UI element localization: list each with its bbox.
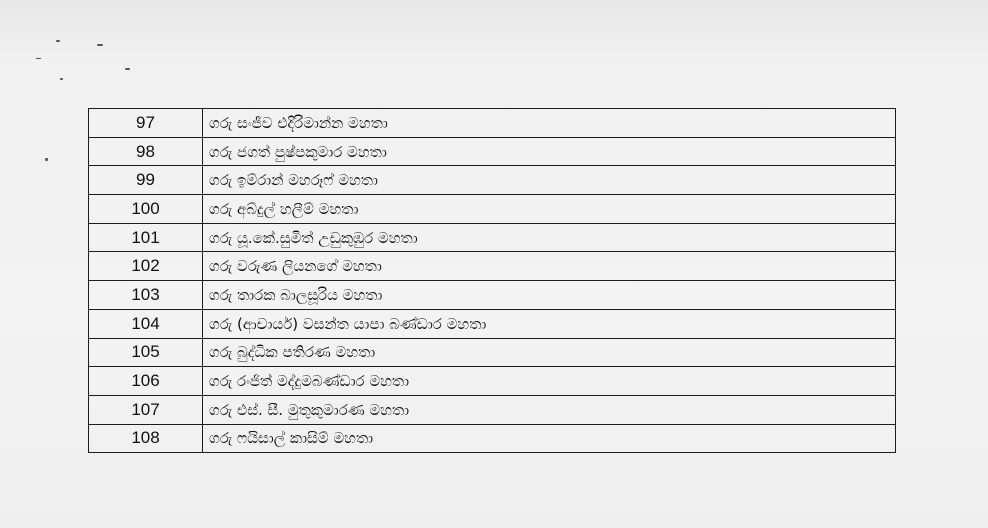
row-number: 101 [89,223,203,252]
member-name: ගරු යූ.කේ.සුමිත් උඩුකුඹුර මහතා [203,223,896,252]
row-number: 106 [89,367,203,396]
scan-speck [36,58,41,59]
row-number: 98 [89,137,203,166]
scan-speck [45,158,48,161]
members-table [88,108,896,453]
row-number: 104 [89,309,203,338]
table-row [89,309,896,338]
row-number: 100 [89,195,203,224]
member-name: ගරු එස්. සී. මුතුකුමාරණ මහතා [203,395,896,424]
member-name: ගරු අබ්දුල් හලීම් මහතා [203,195,896,224]
member-name: ගරු (ආචාර්ය) වසන්ත යාපා බණ්ඩාර මහතා [203,309,896,338]
row-number: 97 [89,109,203,138]
row-number: 107 [89,395,203,424]
row-number: 108 [89,424,203,453]
table-row [89,395,896,424]
member-name: ගරු ඉම්රාන් මහරූෆ් මහතා [203,166,896,195]
row-number: 102 [89,252,203,281]
scan-speck [97,44,103,46]
member-name: ගරු වරුණ ලියනගේ මහතා [203,252,896,281]
table-row [89,281,896,310]
member-name: ගරු ෆයිසාල් කාසිම් මහතා [203,424,896,453]
scan-speck [125,68,130,70]
scan-speck [60,78,63,80]
member-name: ගරු තාරක බාලසූරිය මහතා [203,281,896,310]
row-number: 105 [89,338,203,367]
members-table-body [89,109,896,453]
member-name: ගරු ජගත් පුෂ්පකුමාර මහතා [203,137,896,166]
member-name: ගරු සංජීව එදිරිමාන්න මහතා [203,109,896,138]
table-row [89,223,896,252]
scan-speck [56,40,60,42]
table-row [89,166,896,195]
table-row [89,367,896,396]
member-name: ගරු රංජිත් මද්දුමබණ්ඩාර මහතා [203,367,896,396]
member-name: ගරු බුද්ධික පතිරණ මහතා [203,338,896,367]
table-row [89,338,896,367]
table-row [89,424,896,453]
table-row [89,137,896,166]
row-number: 103 [89,281,203,310]
table-row [89,252,896,281]
table-row [89,195,896,224]
row-number: 99 [89,166,203,195]
table-row [89,109,896,138]
